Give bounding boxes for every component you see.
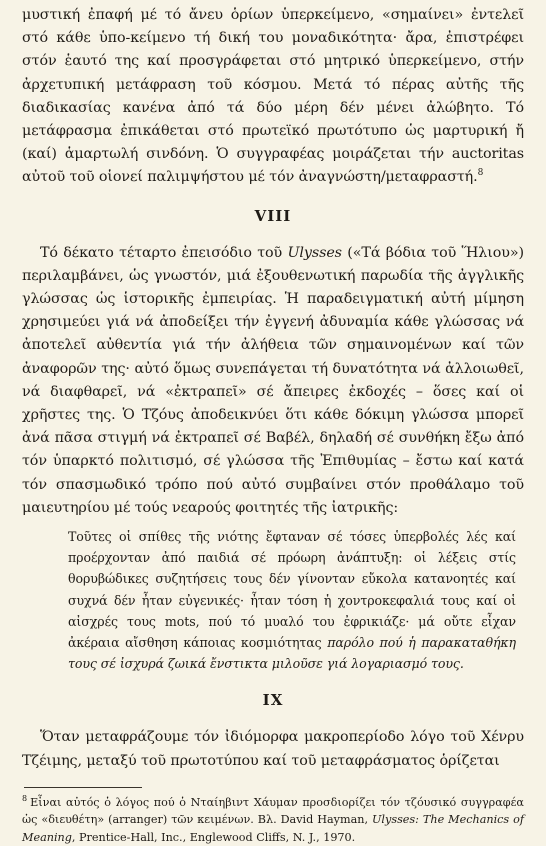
footnote-text-a: Εἶναι αὐτός ὁ λόγος πού ὁ Νταίηβιντ Χάυμαν προσδιορίζει τόν τζόυσικό συγγραφέα ὡς «διευθέτη» (arranger) τῶν κειμένων. Βλ. David Hayman, [22, 795, 524, 827]
footnote [22, 794, 524, 846]
footnote-text-b: , Prentice-Hall, Inc., Englewood Cliffs, N. J., 1970. [71, 830, 356, 844]
footnote-separator [24, 787, 142, 788]
paragraph-intro-text: μυστική ἐπαφή μέ τό ἄνευ ὁρίων ὑπερκείμενο, «σημαίνει» ἐντελεῖ στό κάθε ὑπο-κείμενο τή δική του μοναδικότητα· ἄρα, ἐπιστρέφει στόν ἑαυτό της καί προσγράφεται στό μητρικό ὑπερκείμενο, στήν ἀρχετυπική μετάφραση τοῦ κόσμου. Μετά τό πέρας αὐτῆς τῆς διαδικασίας κανένα ἀπό τά δύο μέρη δέν μένει ἀλώβητο. Τό μετάφρασμα ἐπικάθεται στό πρωτεϊκό πρωτότυπο ὡς μαρτυρική ἤ (καί) ἁμαρτωλή σινδόνη. Ὁ συγγραφέας μοιράζεται τήν auctoritas αὐτοῦ τοῦ οἱονεί παλιμψήστου μέ τόν ἀναγνώστη/μεταφραστή. [22, 7, 524, 186]
ulysses-title: Ulysses [287, 244, 342, 261]
footnote-number: 8 [22, 794, 28, 804]
paragraph-viii-text-b: («Τά βόδια τοῦ Ἥλιου») περιλαμβάνει, ὡς γνωστόν, μιά ἐξουθενωτική παρωδία τῆς ἀγγλικῆς γλώσσας ὡς ἱστορικῆς ἐμπειρίας. Ἡ παραδειγματική αὐτή μίμηση χρησιμεύει γιά νά ἀποδείξει τήν ἐγγενή ἀδυναμία κάθε γλώσσας νά ἀποτελεῖ αὐθεντία γιά τήν ἀλήθεια τῶν σημαινομένων καί τῶν ἀναφορῶν της· αὐτό ὅμως συνεπάγεται τή δυνατότητα νά ἀλλοιωθεῖ, νά διαφθαρεῖ, νά «ἐκτραπεῖ» σέ ἄπειρες ἐκδοχές – ὅσες καί οἱ χρῆστες της. Ὁ Τζόυς ἀποδεικνύει ὅτι κάθε δόκιμη γλώσσα μπορεῖ ἀνά πᾶσα στιγμή νά ἐκτραπεῖ σέ Βαβέλ, δηλαδή σέ συνθήκη ἔξω ἀπό τόν ὑπαρκτό πολιτισμό, σέ γλώσσα τῆς Ἐπιθυμίας – ἔστω καί κατά τόν σπασμωδικό τρόπο πού αὐτό συμβαίνει στόν προθάλαμο τοῦ μαιευτηρίου μέ τούς νεαρούς φοιτητές τῆς ἰατρικῆς: [22, 244, 524, 516]
block-quote-text: Τοῦτες οἱ σπίθες τῆς νιότης ἔφταναν σέ τόσες ὑπερβολές λές καί προέρχονταν ἀπό παιδιά σέ πρόωρη ἀνάπτυξη: οἱ λέξεις στίς θορυβώδικες συζητήσεις τους δέν γίνονταν εὔκολα κατανοητές καί συχνά δέν ἦταν εὐγενικές· ἦταν τόση ἡ χοντροκεφαλιά τους καί οἱ αἰσχρές τους mots, πού τό μυαλό του ἐφρικιάζε· μά οὔτε εἶχαν ἀκέραια αἴσθηση κάποιας κοσμιότητας [68, 529, 516, 651]
paragraph-viii-text-a: Τό δέκατο τέταρτο ἐπεισόδιο τοῦ [40, 244, 288, 261]
section-heading-viii: VIII [254, 206, 292, 225]
section-heading-ix: IX [262, 691, 284, 710]
footnote-reference: 8 [477, 168, 484, 179]
block-quote-italic: παρόλο πού ἡ παρακαταθήκη τους σέ ἰσχυρά ζωικά ἔνστικτα μιλοῦσε γιά λογαριασμό τους. [68, 635, 516, 672]
paragraph-section-viii [22, 242, 524, 520]
paragraph-intro [22, 4, 524, 190]
footnote-book-title: Ulysses: The Mechanics of Meaning [22, 813, 524, 844]
paragraph-section-ix: Ὅταν μεταφράζουμε τόν ἰδιόμορφα μακροπερίοδο λόγο τοῦ Χένρυ Τζέιμης, μεταξύ τοῦ πρωτοτύπου καί τοῦ μεταφράσματος ὁρίζεται [22, 729, 524, 769]
block-quote [68, 526, 516, 674]
